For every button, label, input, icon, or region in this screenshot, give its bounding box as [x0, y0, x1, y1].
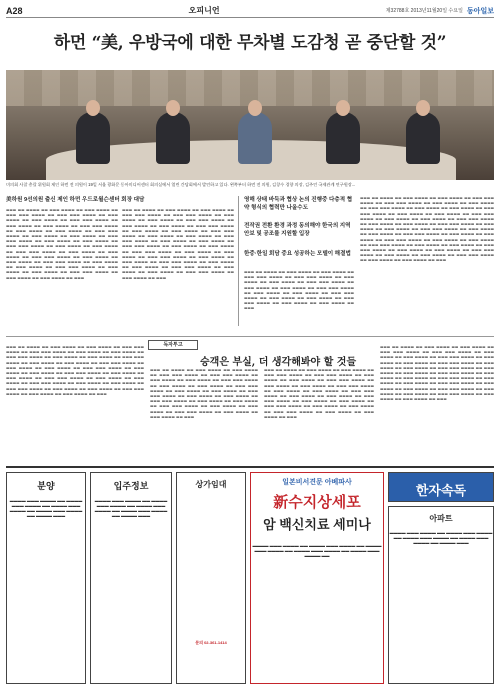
dateline: 제32788호 2013년11월20일 수요일	[385, 8, 463, 14]
ad-block[interactable]	[388, 506, 494, 684]
meeting-photo	[6, 70, 494, 180]
header-meta	[386, 6, 494, 16]
person-figure	[326, 112, 360, 164]
reader-column-1: ▬▬▬ ▬▬ ▬▬▬▬ ▬▬ ▬▬▬ ▬▬▬▬ ▬▬ ▬▬▬ ▬▬▬▬ ▬▬ ▬▬▬ ▬▬▬ ▬▬▬▬ ▬▬ ▬▬▬ ▬▬▬ ▬▬▬▬ ▬▬ ▬▬▬ ▬▬▬▬ ▬▬ ▬▬▬ ▬▬▬▬ ▬▬ ▬▬▬ ▬▬▬ ▬▬▬▬ ▬▬ ▬▬▬ ▬▬▬▬ ▬▬ ▬▬▬ ▬▬▬▬ ▬▬ ▬▬▬ ▬▬▬ ▬▬▬▬ ▬▬ ▬▬▬ ▬▬▬▬ ▬▬ ▬▬▬ ▬▬▬▬ ▬▬ ▬▬▬ ▬▬▬ ▬▬▬▬ ▬▬ ▬▬▬ ▬▬▬▬ ▬▬ ▬▬▬ ▬▬▬▬ ▬▬ ▬▬▬ ▬▬▬ ▬▬▬▬ ▬▬ ▬▬▬ ▬▬▬▬ ▬▬ ▬▬▬ ▬▬▬▬ ▬▬ ▬▬▬ ▬▬▬ ▬▬▬▬ ▬▬ ▬▬▬ ▬▬▬▬ ▬▬ ▬▬▬ ▬▬▬▬ ▬▬ ▬▬▬ ▬▬▬ ▬▬▬▬ ▬▬ ▬▬▬ ▬▬▬▬ ▬▬ ▬▬▬ ▬▬▬▬ ▬▬ ▬▬▬ ▬▬▬ ▬▬▬▬ ▬▬ ▬▬▬ ▬▬▬▬ ▬▬ ▬▬▬ ▬▬▬▬ ▬▬ ▬▬▬ ▬▬▬ ▬▬▬▬ ▬▬ ▬▬▬ ▬▬▬▬ ▬▬ ▬▬▬ ▬▬▬▬ ▬▬ ▬▬▬ ▬▬▬ ▬▬▬▬ ▬▬ ▬▬▬ ▬▬▬▬ ▬▬ ▬▬▬ ▬▬▬▬ ▬▬ ▬▬▬	[6, 345, 144, 396]
person-head	[248, 100, 262, 116]
page-number: A28	[6, 5, 23, 16]
ad-headline: 新수지상세포	[273, 494, 361, 511]
section-divider	[6, 336, 494, 337]
ad-block[interactable]	[6, 472, 86, 684]
ad-title: 한자속독	[415, 483, 467, 498]
ad-block-feature[interactable]	[250, 472, 384, 684]
article-column-4: ▬▬▬ ▬▬ ▬▬▬▬ ▬▬ ▬▬▬ ▬▬▬▬ ▬▬ ▬▬▬ ▬▬▬▬ ▬▬ ▬▬▬ ▬▬▬ ▬▬▬▬ ▬▬ ▬▬▬ ▬▬▬ ▬▬▬▬ ▬▬ ▬▬▬ ▬▬▬▬ ▬▬ ▬▬▬ ▬▬▬▬ ▬▬ ▬▬▬ ▬▬▬ ▬▬▬▬ ▬▬ ▬▬▬ ▬▬▬▬ ▬▬ ▬▬▬ ▬▬▬▬ ▬▬ ▬▬▬ ▬▬▬ ▬▬▬▬ ▬▬ ▬▬▬ ▬▬▬▬ ▬▬ ▬▬▬ ▬▬▬▬ ▬▬ ▬▬▬ ▬▬▬ ▬▬▬▬ ▬▬ ▬▬▬ ▬▬▬▬ ▬▬ ▬▬▬ ▬▬▬▬ ▬▬ ▬▬▬ ▬▬▬ ▬▬▬▬ ▬▬ ▬▬▬ ▬▬▬▬ ▬▬ ▬▬▬ ▬▬▬▬ ▬▬ ▬▬▬ ▬▬▬ ▬▬▬▬ ▬▬ ▬▬▬ ▬▬▬▬ ▬▬ ▬▬▬ ▬▬▬▬ ▬▬ ▬▬▬ ▬▬▬ ▬▬▬▬ ▬▬ ▬▬▬ ▬▬▬▬ ▬▬ ▬▬▬ ▬▬▬▬ ▬▬ ▬▬▬ ▬▬▬ ▬▬▬▬ ▬▬ ▬▬▬ ▬▬▬▬ ▬▬ ▬▬▬ ▬▬▬▬ ▬▬ ▬▬▬ ▬▬▬ ▬▬▬▬ ▬▬ ▬▬▬ ▬▬▬▬ ▬▬ ▬▬▬ ▬▬▬▬ ▬▬ ▬▬▬ ▬▬▬ ▬▬▬▬ ▬▬ ▬▬▬ ▬▬▬▬ ▬▬ ▬▬▬ ▬▬▬▬ ▬▬ ▬▬▬ ▬▬▬ ▬▬▬▬ ▬▬ ▬▬▬ ▬▬▬▬ ▬▬ ▬▬▬ ▬▬▬▬ ▬▬ ▬▬▬ ▬▬▬ ▬▬▬▬ ▬▬ ▬▬▬ ▬▬▬▬ ▬▬ ▬▬▬ ▬▬▬▬ ▬▬ ▬▬▬ ▬▬▬ ▬▬▬▬ ▬▬ ▬▬▬ ▬▬▬▬ ▬▬ ▬▬▬ ▬▬▬▬ ▬▬ ▬▬▬	[360, 196, 494, 263]
ad-title: 분양	[37, 481, 55, 491]
ad-contact: 문의 02-361-1414	[195, 640, 227, 645]
person-figure	[406, 112, 440, 164]
ad-body: ▬▬▬▬ ▬▬▬ ▬▬▬▬ ▬▬ ▬▬▬▬ ▬▬▬ ▬▬▬▬ ▬▬ ▬▬▬▬ ▬▬▬ ▬▬▬▬ ▬▬ ▬▬▬▬ ▬▬▬ ▬▬▬▬ ▬▬ ▬▬▬▬ ▬▬▬	[9, 498, 83, 518]
article-column-1: ▬▬▬ ▬▬ ▬▬▬▬ ▬▬ ▬▬▬ ▬▬▬▬ ▬▬ ▬▬▬ ▬▬▬▬ ▬▬ ▬▬▬ ▬▬▬ ▬▬▬▬ ▬▬ ▬▬▬ ▬▬▬ ▬▬▬▬ ▬▬ ▬▬▬ ▬▬▬▬ ▬▬ ▬▬▬ ▬▬▬▬ ▬▬ ▬▬▬ ▬▬▬ ▬▬▬▬ ▬▬ ▬▬▬ ▬▬▬▬ ▬▬ ▬▬▬ ▬▬▬▬ ▬▬ ▬▬▬ ▬▬▬ ▬▬▬▬ ▬▬ ▬▬▬ ▬▬▬▬ ▬▬ ▬▬▬ ▬▬▬▬ ▬▬ ▬▬▬ ▬▬▬ ▬▬▬▬ ▬▬ ▬▬▬ ▬▬▬▬ ▬▬ ▬▬▬ ▬▬▬▬ ▬▬ ▬▬▬ ▬▬▬ ▬▬▬▬ ▬▬ ▬▬▬ ▬▬▬▬ ▬▬ ▬▬▬ ▬▬▬▬ ▬▬ ▬▬▬ ▬▬▬ ▬▬▬▬ ▬▬ ▬▬▬ ▬▬▬▬ ▬▬ ▬▬▬ ▬▬▬▬ ▬▬ ▬▬▬ ▬▬▬ ▬▬▬▬ ▬▬ ▬▬▬ ▬▬▬▬ ▬▬ ▬▬▬ ▬▬▬▬ ▬▬ ▬▬▬ ▬▬▬ ▬▬▬▬ ▬▬ ▬▬▬ ▬▬▬▬ ▬▬ ▬▬▬ ▬▬▬▬ ▬▬ ▬▬▬ ▬▬▬ ▬▬▬▬ ▬▬ ▬▬▬ ▬▬▬▬ ▬▬ ▬▬▬ ▬▬▬▬ ▬▬ ▬▬▬ ▬▬▬ ▬▬▬▬ ▬▬ ▬▬▬ ▬▬▬▬ ▬▬ ▬▬▬ ▬▬▬▬ ▬▬ ▬▬▬ ▬▬▬ ▬▬▬▬ ▬▬ ▬▬▬ ▬▬▬▬ ▬▬ ▬▬▬ ▬▬▬▬ ▬▬ ▬▬▬	[6, 208, 118, 280]
pull-quote-3: 한중·한일 회담 중요 성공하는 모델이 해결법	[244, 251, 351, 257]
person-head	[416, 100, 430, 116]
person-figure	[76, 112, 110, 164]
person-head	[166, 100, 180, 116]
ad-block[interactable]	[176, 472, 246, 684]
ad-title: 아파트	[429, 514, 453, 523]
ad-subheadline: 암 백신치료 세미나	[263, 517, 371, 532]
section-tab-reader: 독자투고	[148, 340, 198, 350]
ad-block[interactable]	[90, 472, 172, 684]
ad-title: 입주정보	[113, 481, 149, 491]
lead-kicker: 美하원 9선의원 출신 제인 하먼 우드로윌슨센터 회장 대담	[6, 197, 145, 203]
classified-ads-section	[6, 466, 494, 687]
ad-kicker: 일본비서견문 아베파사	[282, 479, 352, 486]
section-name: 오피니언	[188, 6, 220, 15]
person-figure	[156, 112, 190, 164]
pull-quote-1: 영해 상태 바둑과 협상 논의 진행중 다층적 협약 형식의 협력만 나올수도	[244, 197, 353, 211]
ad-title: 상가임대	[195, 480, 227, 489]
article-column-2: ▬▬▬ ▬▬ ▬▬▬▬ ▬▬ ▬▬▬ ▬▬▬▬ ▬▬ ▬▬▬ ▬▬▬▬ ▬▬ ▬▬▬ ▬▬▬ ▬▬▬▬ ▬▬ ▬▬▬ ▬▬▬ ▬▬▬▬ ▬▬ ▬▬▬ ▬▬▬▬ ▬▬ ▬▬▬ ▬▬▬▬ ▬▬ ▬▬▬ ▬▬▬ ▬▬▬▬ ▬▬ ▬▬▬ ▬▬▬▬ ▬▬ ▬▬▬ ▬▬▬▬ ▬▬ ▬▬▬ ▬▬▬ ▬▬▬▬ ▬▬ ▬▬▬ ▬▬▬▬ ▬▬ ▬▬▬ ▬▬▬▬ ▬▬ ▬▬▬ ▬▬▬ ▬▬▬▬ ▬▬ ▬▬▬ ▬▬▬▬ ▬▬ ▬▬▬ ▬▬▬▬ ▬▬ ▬▬▬ ▬▬▬ ▬▬▬▬ ▬▬ ▬▬▬ ▬▬▬▬ ▬▬ ▬▬▬ ▬▬▬▬ ▬▬ ▬▬▬ ▬▬▬ ▬▬▬▬ ▬▬ ▬▬▬ ▬▬▬▬ ▬▬ ▬▬▬ ▬▬▬▬ ▬▬ ▬▬▬ ▬▬▬ ▬▬▬▬ ▬▬ ▬▬▬ ▬▬▬▬ ▬▬ ▬▬▬ ▬▬▬▬ ▬▬ ▬▬▬ ▬▬▬ ▬▬▬▬ ▬▬ ▬▬▬ ▬▬▬▬ ▬▬ ▬▬▬ ▬▬▬▬ ▬▬ ▬▬▬ ▬▬▬ ▬▬▬▬ ▬▬ ▬▬▬ ▬▬▬▬ ▬▬ ▬▬▬ ▬▬▬▬ ▬▬ ▬▬▬ ▬▬▬ ▬▬▬▬ ▬▬ ▬▬▬ ▬▬▬▬ ▬▬ ▬▬▬ ▬▬▬▬ ▬▬ ▬▬▬ ▬▬▬ ▬▬▬▬ ▬▬ ▬▬▬ ▬▬▬▬ ▬▬ ▬▬▬	[122, 208, 234, 280]
ad-body: ▬▬▬▬ ▬▬▬ ▬▬▬▬ ▬▬ ▬▬▬▬ ▬▬▬ ▬▬▬▬ ▬▬ ▬▬▬▬ ▬▬▬ ▬▬▬▬ ▬▬ ▬▬▬▬ ▬▬▬ ▬▬▬▬ ▬▬ ▬▬▬▬ ▬▬▬	[94, 498, 168, 518]
reader-letter-title: 승객은 부실, 더 생각해봐야 할 것들	[200, 357, 357, 368]
masthead-logo: 동아일보	[466, 7, 494, 15]
column-divider	[238, 196, 239, 326]
photo-caption: 미의회 사찰 총괄 위원회 제인 하먼 전 의원이 19일 서울 광화문 동아미디어센터 회의실에서 열린 간담회에서 발언하고 있다. 왼쪽부터 하먼 전 의원, 김창수 경향 의장, 김주언 국제관계 연구원장...	[6, 182, 356, 187]
page-header	[6, 4, 494, 18]
headline: 하먼 “美, 우방국에 대한 무차별 도감청 곧 중단할 것”	[53, 33, 447, 53]
person-head	[86, 100, 100, 116]
person-head	[336, 100, 350, 116]
pull-quote-2: 전작권 전환 환경 과정 동의해야 한국의 지역 안보 및 공조를 지원할 입장	[244, 223, 351, 237]
ad-block[interactable]	[388, 472, 494, 502]
ad-body: ▬▬▬▬ ▬▬▬ ▬▬▬▬ ▬▬ ▬▬▬▬ ▬▬▬ ▬▬▬▬ ▬▬ ▬▬▬▬ ▬▬▬ ▬▬▬▬ ▬▬ ▬▬▬▬ ▬▬▬ ▬▬▬▬ ▬▬ ▬▬▬▬ ▬▬▬	[389, 530, 493, 545]
person-figure	[238, 112, 272, 164]
article-column-3: ▬▬▬ ▬▬ ▬▬▬▬ ▬▬ ▬▬▬ ▬▬▬▬ ▬▬ ▬▬▬ ▬▬▬▬ ▬▬ ▬▬▬ ▬▬▬ ▬▬▬▬ ▬▬ ▬▬▬ ▬▬▬ ▬▬▬▬ ▬▬ ▬▬▬ ▬▬▬▬ ▬▬ ▬▬▬ ▬▬▬▬ ▬▬ ▬▬▬ ▬▬▬ ▬▬▬▬ ▬▬ ▬▬▬ ▬▬▬▬ ▬▬ ▬▬▬ ▬▬▬▬ ▬▬ ▬▬▬ ▬▬▬ ▬▬▬▬ ▬▬ ▬▬▬ ▬▬▬▬ ▬▬ ▬▬▬ ▬▬▬▬ ▬▬ ▬▬▬ ▬▬▬ ▬▬▬▬ ▬▬ ▬▬▬ ▬▬▬▬ ▬▬ ▬▬▬ ▬▬▬▬ ▬▬ ▬▬▬ ▬▬▬ ▬▬▬▬ ▬▬ ▬▬▬ ▬▬▬▬ ▬▬ ▬▬▬ ▬▬▬▬ ▬▬ ▬▬▬	[244, 270, 354, 311]
ad-body: ▬▬▬▬ ▬▬▬ ▬▬▬▬ ▬▬ ▬▬▬▬ ▬▬▬ ▬▬▬▬ ▬▬ ▬▬▬▬ ▬▬▬ ▬▬▬▬ ▬▬ ▬▬▬▬ ▬▬▬ ▬▬▬▬ ▬▬ ▬▬▬▬ ▬▬▬ ▬▬▬▬ ▬▬	[252, 543, 382, 558]
reader-column-2: ▬▬▬ ▬▬ ▬▬▬▬ ▬▬ ▬▬▬ ▬▬▬▬ ▬▬ ▬▬▬ ▬▬▬▬ ▬▬ ▬▬▬ ▬▬▬ ▬▬▬▬ ▬▬ ▬▬▬ ▬▬▬ ▬▬▬▬ ▬▬ ▬▬▬ ▬▬▬▬ ▬▬ ▬▬▬ ▬▬▬▬ ▬▬ ▬▬▬ ▬▬▬ ▬▬▬▬ ▬▬ ▬▬▬ ▬▬▬▬ ▬▬ ▬▬▬ ▬▬▬▬ ▬▬ ▬▬▬ ▬▬▬ ▬▬▬▬ ▬▬ ▬▬▬ ▬▬▬▬ ▬▬ ▬▬▬ ▬▬▬▬ ▬▬ ▬▬▬ ▬▬▬ ▬▬▬▬ ▬▬ ▬▬▬ ▬▬▬▬ ▬▬ ▬▬▬ ▬▬▬▬ ▬▬ ▬▬▬ ▬▬▬ ▬▬▬▬ ▬▬ ▬▬▬ ▬▬▬▬ ▬▬ ▬▬▬ ▬▬▬▬ ▬▬ ▬▬▬ ▬▬▬ ▬▬▬▬ ▬▬ ▬▬▬ ▬▬▬▬ ▬▬ ▬▬▬ ▬▬▬▬ ▬▬ ▬▬▬ ▬▬▬ ▬▬▬▬ ▬▬ ▬▬▬ ▬▬▬▬ ▬▬ ▬▬▬ ▬▬▬▬ ▬▬ ▬▬▬	[150, 368, 258, 419]
reader-column-3: ▬▬▬ ▬▬ ▬▬▬▬ ▬▬ ▬▬▬ ▬▬▬▬ ▬▬ ▬▬▬ ▬▬▬▬ ▬▬ ▬▬▬ ▬▬▬ ▬▬▬▬ ▬▬ ▬▬▬ ▬▬▬ ▬▬▬▬ ▬▬ ▬▬▬ ▬▬▬▬ ▬▬ ▬▬▬ ▬▬▬▬ ▬▬ ▬▬▬ ▬▬▬ ▬▬▬▬ ▬▬ ▬▬▬ ▬▬▬▬ ▬▬ ▬▬▬ ▬▬▬▬ ▬▬ ▬▬▬ ▬▬▬ ▬▬▬▬ ▬▬ ▬▬▬ ▬▬▬▬ ▬▬ ▬▬▬ ▬▬▬▬ ▬▬ ▬▬▬ ▬▬▬ ▬▬▬▬ ▬▬ ▬▬▬ ▬▬▬▬ ▬▬ ▬▬▬ ▬▬▬▬ ▬▬ ▬▬▬ ▬▬▬ ▬▬▬▬ ▬▬ ▬▬▬ ▬▬▬▬ ▬▬ ▬▬▬ ▬▬▬▬ ▬▬ ▬▬▬ ▬▬▬ ▬▬▬▬ ▬▬ ▬▬▬ ▬▬▬▬ ▬▬ ▬▬▬ ▬▬▬▬ ▬▬ ▬▬▬ ▬▬▬ ▬▬▬▬ ▬▬ ▬▬▬ ▬▬▬▬ ▬▬ ▬▬▬ ▬▬▬▬ ▬▬ ▬▬▬	[264, 368, 374, 419]
reader-column-4: ▬▬▬ ▬▬ ▬▬▬▬ ▬▬ ▬▬▬ ▬▬▬▬ ▬▬ ▬▬▬ ▬▬▬▬ ▬▬ ▬▬▬ ▬▬▬ ▬▬▬▬ ▬▬ ▬▬▬ ▬▬▬ ▬▬▬▬ ▬▬ ▬▬▬ ▬▬▬▬ ▬▬ ▬▬▬ ▬▬▬▬ ▬▬ ▬▬▬ ▬▬▬ ▬▬▬▬ ▬▬ ▬▬▬ ▬▬▬▬ ▬▬ ▬▬▬ ▬▬▬▬ ▬▬ ▬▬▬ ▬▬▬ ▬▬▬▬ ▬▬ ▬▬▬ ▬▬▬▬ ▬▬ ▬▬▬ ▬▬▬▬ ▬▬ ▬▬▬ ▬▬▬ ▬▬▬▬ ▬▬ ▬▬▬ ▬▬▬▬ ▬▬ ▬▬▬ ▬▬▬▬ ▬▬ ▬▬▬ ▬▬▬ ▬▬▬▬ ▬▬ ▬▬▬ ▬▬▬▬ ▬▬ ▬▬▬ ▬▬▬▬ ▬▬ ▬▬▬ ▬▬▬ ▬▬▬▬ ▬▬ ▬▬▬ ▬▬▬▬ ▬▬ ▬▬▬ ▬▬▬▬ ▬▬ ▬▬▬ ▬▬▬ ▬▬▬▬ ▬▬ ▬▬▬ ▬▬▬▬ ▬▬ ▬▬▬ ▬▬▬▬ ▬▬ ▬▬▬ ▬▬▬ ▬▬▬▬ ▬▬ ▬▬▬ ▬▬▬▬ ▬▬ ▬▬▬ ▬▬▬▬ ▬▬ ▬▬▬ ▬▬▬ ▬▬▬▬ ▬▬ ▬▬▬ ▬▬▬▬ ▬▬ ▬▬▬ ▬▬▬▬ ▬▬ ▬▬▬	[380, 345, 494, 402]
